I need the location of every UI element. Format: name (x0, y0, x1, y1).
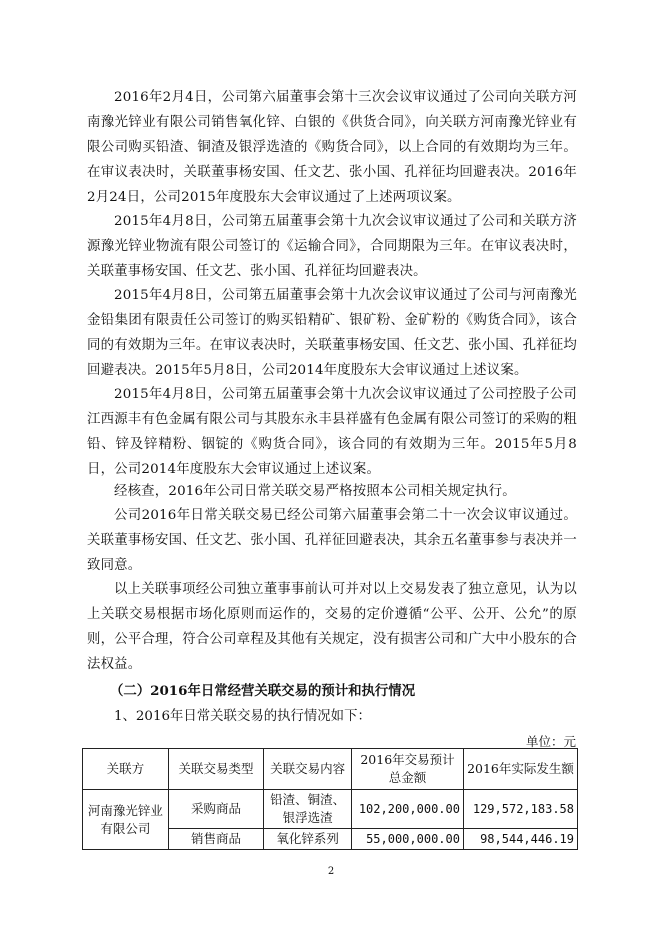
actual-cell: 129,572,183.58 (463, 790, 577, 829)
estimated-cell: 102,200,000.00 (352, 790, 464, 829)
paragraph-3: 2015年4月8日，公司第五届董事会第十九次会议审议通过了公司与河南豫光金铅集团有限责任公司签订的购买铅精矿、银矿粉、金矿粉的《购货合同》，该合同的有效期为三年。在审议表决时，关联董事杨安国、任文艺、张小国、孔祥征均回避表决。2015年5月8日，公司2014年度股东大会审议通过上述议案。 (87, 288, 577, 378)
table-row (83, 790, 578, 829)
paragraph-6: 公司2016年日常关联交易已经公司第六届董事会第二十一次会议审议通过。关联董事杨安国、任文艺、张小国、孔祥征回避表决，其余五名董事参与表决并一致同意。 (87, 508, 577, 573)
paragraph-4: 2015年4月8日，公司第五届董事会第十九次会议审议通过了公司控股子公司江西源丰有色金属有限公司与其股东永丰县祥盛有色金属有限公司签订的采购的粗铅、锌及锌精粉、铟锭的《购货合同》，该合同的有效期为三年。2015年5月8日，公司2014年度股东大会审议通过上述议案。 (87, 387, 577, 477)
actual-cell: 98,544,446.19 (463, 829, 577, 850)
unit-label: 单位：元 (525, 734, 576, 749)
subheading: 1、2016年日常关联交易的执行情况如下： (114, 709, 371, 724)
related-transactions-table (82, 748, 578, 850)
estimated-cell: 55,000,000.00 (352, 829, 464, 850)
table-header-row (83, 749, 578, 790)
header-content: 关联交易内容 (264, 749, 352, 790)
party-cell: 河南豫光锌业有限公司 (83, 790, 169, 850)
header-party: 关联方 (83, 749, 169, 790)
header-type: 关联交易类型 (168, 749, 264, 790)
section-heading: （二）2016年日常经营关联交易的预计和执行情况 (110, 683, 416, 699)
type-cell: 采购商品 (168, 790, 264, 829)
content-cell: 氧化锌系列 (264, 829, 352, 850)
header-actual: 2016年实际发生额 (463, 749, 577, 790)
header-estimated: 2016年交易预计总金额 (352, 749, 464, 790)
paragraph-5: 经核查，2016年公司日常关联交易严格按照本公司相关规定执行。 (114, 484, 516, 499)
paragraph-1: 2016年2月4日，公司第六届董事会第十三次会议审议通过了公司向关联方河南豫光锌业有限公司销售氧化锌、白银的《供货合同》，向关联方河南豫光锌业有限公司购买铅渣、铜渣及银浮选渣的《购货合同》，以上合同的有效期均为三年。在审议表决时，关联董事杨安国、任文艺、张小国、孔祥征均回避表决。2016年2月24日，公司2015年度股东大会审议通过了上述两项议案。 (87, 90, 577, 205)
content-cell: 铅渣、铜渣、银浮选渣 (264, 790, 352, 829)
paragraph-2: 2015年4月8日，公司第五届董事会第十九次会议审议通过了公司和关联方济源豫光锌业物流有限公司签订的《运输合同》，合同期限为三年。在审议表决时，关联董事杨安国、任文艺、张小国、孔祥征均回避表决。 (87, 214, 577, 279)
paragraph-7: 以上关联事项经公司独立董事事前认可并对以上交易发表了独立意见，认为以上关联交易根据市场化原则而运作的，交易的定价遵循“公平、公开、公允”的原则，公平合理，符合公司章程及其他有关规定，没有损害公司和广大中小股东的合法权益。 (87, 582, 577, 672)
page-number: 2 (327, 866, 335, 877)
type-cell: 销售商品 (168, 829, 264, 850)
